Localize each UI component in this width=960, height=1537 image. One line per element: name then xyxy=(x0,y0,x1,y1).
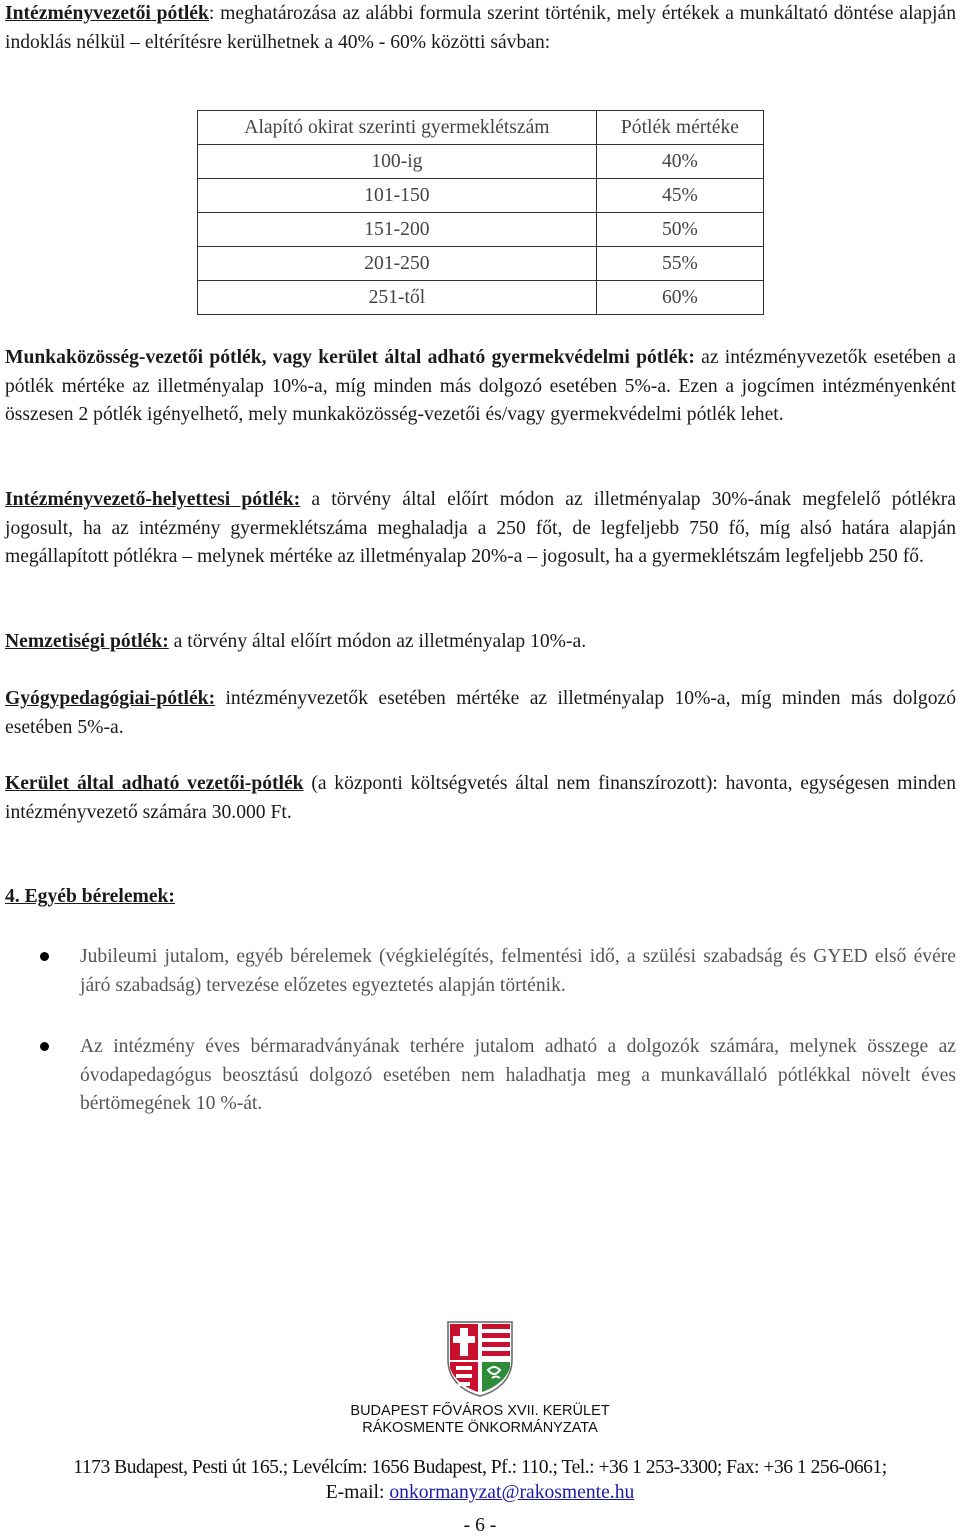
organization-name-line1: BUDAPEST FŐVÁROS XVII. KERÜLET xyxy=(350,1403,610,1419)
paragraph-intezmenyvezetoi-potlek xyxy=(5,0,956,57)
table-header-cell: Alapító okirat szerinti gyermeklétszám xyxy=(198,111,597,145)
table-row xyxy=(198,281,764,315)
paragraph-text: a törvény által előírt módon az illetményalap 30%-ának megfelelő pótlékra jogosult, ha az intézmény gyermeklétszáma meghaladja a 250 főt, de legfeljebb 750 fő, míg alsó határa alapján megállapított pótlékra – melynek mértéke az illetményalap 20%-a – jogosult, ha a gyermeklétszám legfeljebb 250 fő. xyxy=(5,489,956,568)
table-cell: 50% xyxy=(596,213,763,247)
paragraph-gyogypedagogiai-potlek xyxy=(5,685,956,742)
table-row xyxy=(198,179,764,213)
paragraph-munkakozosseg-vezetoi-potlek xyxy=(5,344,956,430)
table-row xyxy=(198,145,764,179)
allowance-rate-table xyxy=(197,110,764,315)
paragraph-heading: Kerület által adható vezetői-pótlék xyxy=(5,773,304,794)
bullet-icon xyxy=(40,1042,49,1051)
table-cell: 201-250 xyxy=(198,247,597,281)
paragraph-text: a törvény által előírt módon az illetményalap 10%-a. xyxy=(168,631,587,652)
table-cell: 151-200 xyxy=(198,213,597,247)
email-label: E-mail: xyxy=(325,1482,390,1503)
coat-of-arms-icon xyxy=(446,1320,514,1398)
table-row xyxy=(198,247,764,281)
paragraph-nemzetisegi-potlek xyxy=(5,628,956,657)
bullet-icon xyxy=(40,952,49,961)
list-item-text: Jubileumi jutalom, egyéb bérelemek (végkielégítés, felmentési idő, a szülési szabadság és GYED első évére járó szabadság) tervezése előzetes egyeztetés alapján történik. xyxy=(80,946,956,996)
list-item-text: Az intézmény éves bérmaradványának terhére jutalom adható a dolgozók számára, melynek összege az óvodapedagógus beosztású dolgozó esetében nem haladhatja meg a munkavállaló pótlékkal növelt éves bértömegének 10 %-át. xyxy=(80,1036,956,1115)
table-cell: 45% xyxy=(596,179,763,213)
paragraph-heading: Munkaközösség-vezetői pótlék, vagy kerület által adható gyermekvédelmi pótlék: xyxy=(5,347,695,368)
paragraph-heading: Nemzetiségi pótlék: xyxy=(5,631,169,652)
paragraph-helyettesi-potlek xyxy=(5,486,956,572)
paragraph-text: : meghatározása az alábbi formula szerint történik, mely értékek a munkáltató döntése alapján indoklás nélkül – eltérítésre kerülhetnek a 40% - 60% közötti sávban: xyxy=(5,3,956,53)
paragraph-heading: Intézményvezető-helyettesi pótlék: xyxy=(5,489,301,510)
paragraph-text: (a központi költségvetés által nem finanszírozott): havonta, egységesen minden intézményvezető számára 30.000 Ft. xyxy=(5,773,956,823)
footer-address: 1173 Budapest, Pesti út 165.; Levélcím: 1656 Budapest, Pf.: 110.; Tel.: +36 1 253-3300; Fax: +36 1 256-0661; xyxy=(73,1457,887,1478)
organization-name-line2: RÁKOSMENTE ÖNKORMÁNYZATA xyxy=(362,1420,598,1436)
table-header-row xyxy=(198,111,764,145)
paragraph-heading: Intézményvezetői pótlék xyxy=(5,3,209,24)
table-header-cell: Pótlék mértéke xyxy=(596,111,763,145)
paragraph-vezetoi-potlek xyxy=(5,770,956,827)
page-number: - 6 - xyxy=(463,1515,497,1536)
paragraph-text: az intézményvezetők esetében a pótlék mértéke az illetményalap 10%-a, míg minden más dolgozó esetében 5%-a. Ezen a jogcímen intézményenként összesen 2 pótlék igényelhető, mely munkaközösség-vezetői és/vagy gyermekvédelmi pótlék lehet. xyxy=(5,347,956,426)
section-title: 4. Egyéb bérelemek: xyxy=(5,886,175,907)
table-cell: 251-től xyxy=(198,281,597,315)
table-cell: 101-150 xyxy=(198,179,597,213)
paragraph-heading: Gyógypedagógiai-pótlék: xyxy=(5,688,216,709)
footer-email-line xyxy=(0,1481,960,1505)
email-link[interactable]: onkormanyzat@rakosmente.hu xyxy=(389,1482,635,1503)
table-cell: 40% xyxy=(596,145,763,179)
paragraph-text: intézményvezetők esetében mértéke az illetményalap 10%-a, míg minden más dolgozó esetében 5%-a. xyxy=(5,688,956,738)
table-row xyxy=(198,213,764,247)
table-cell: 60% xyxy=(596,281,763,315)
table-cell: 55% xyxy=(596,247,763,281)
table-cell: 100-ig xyxy=(198,145,597,179)
